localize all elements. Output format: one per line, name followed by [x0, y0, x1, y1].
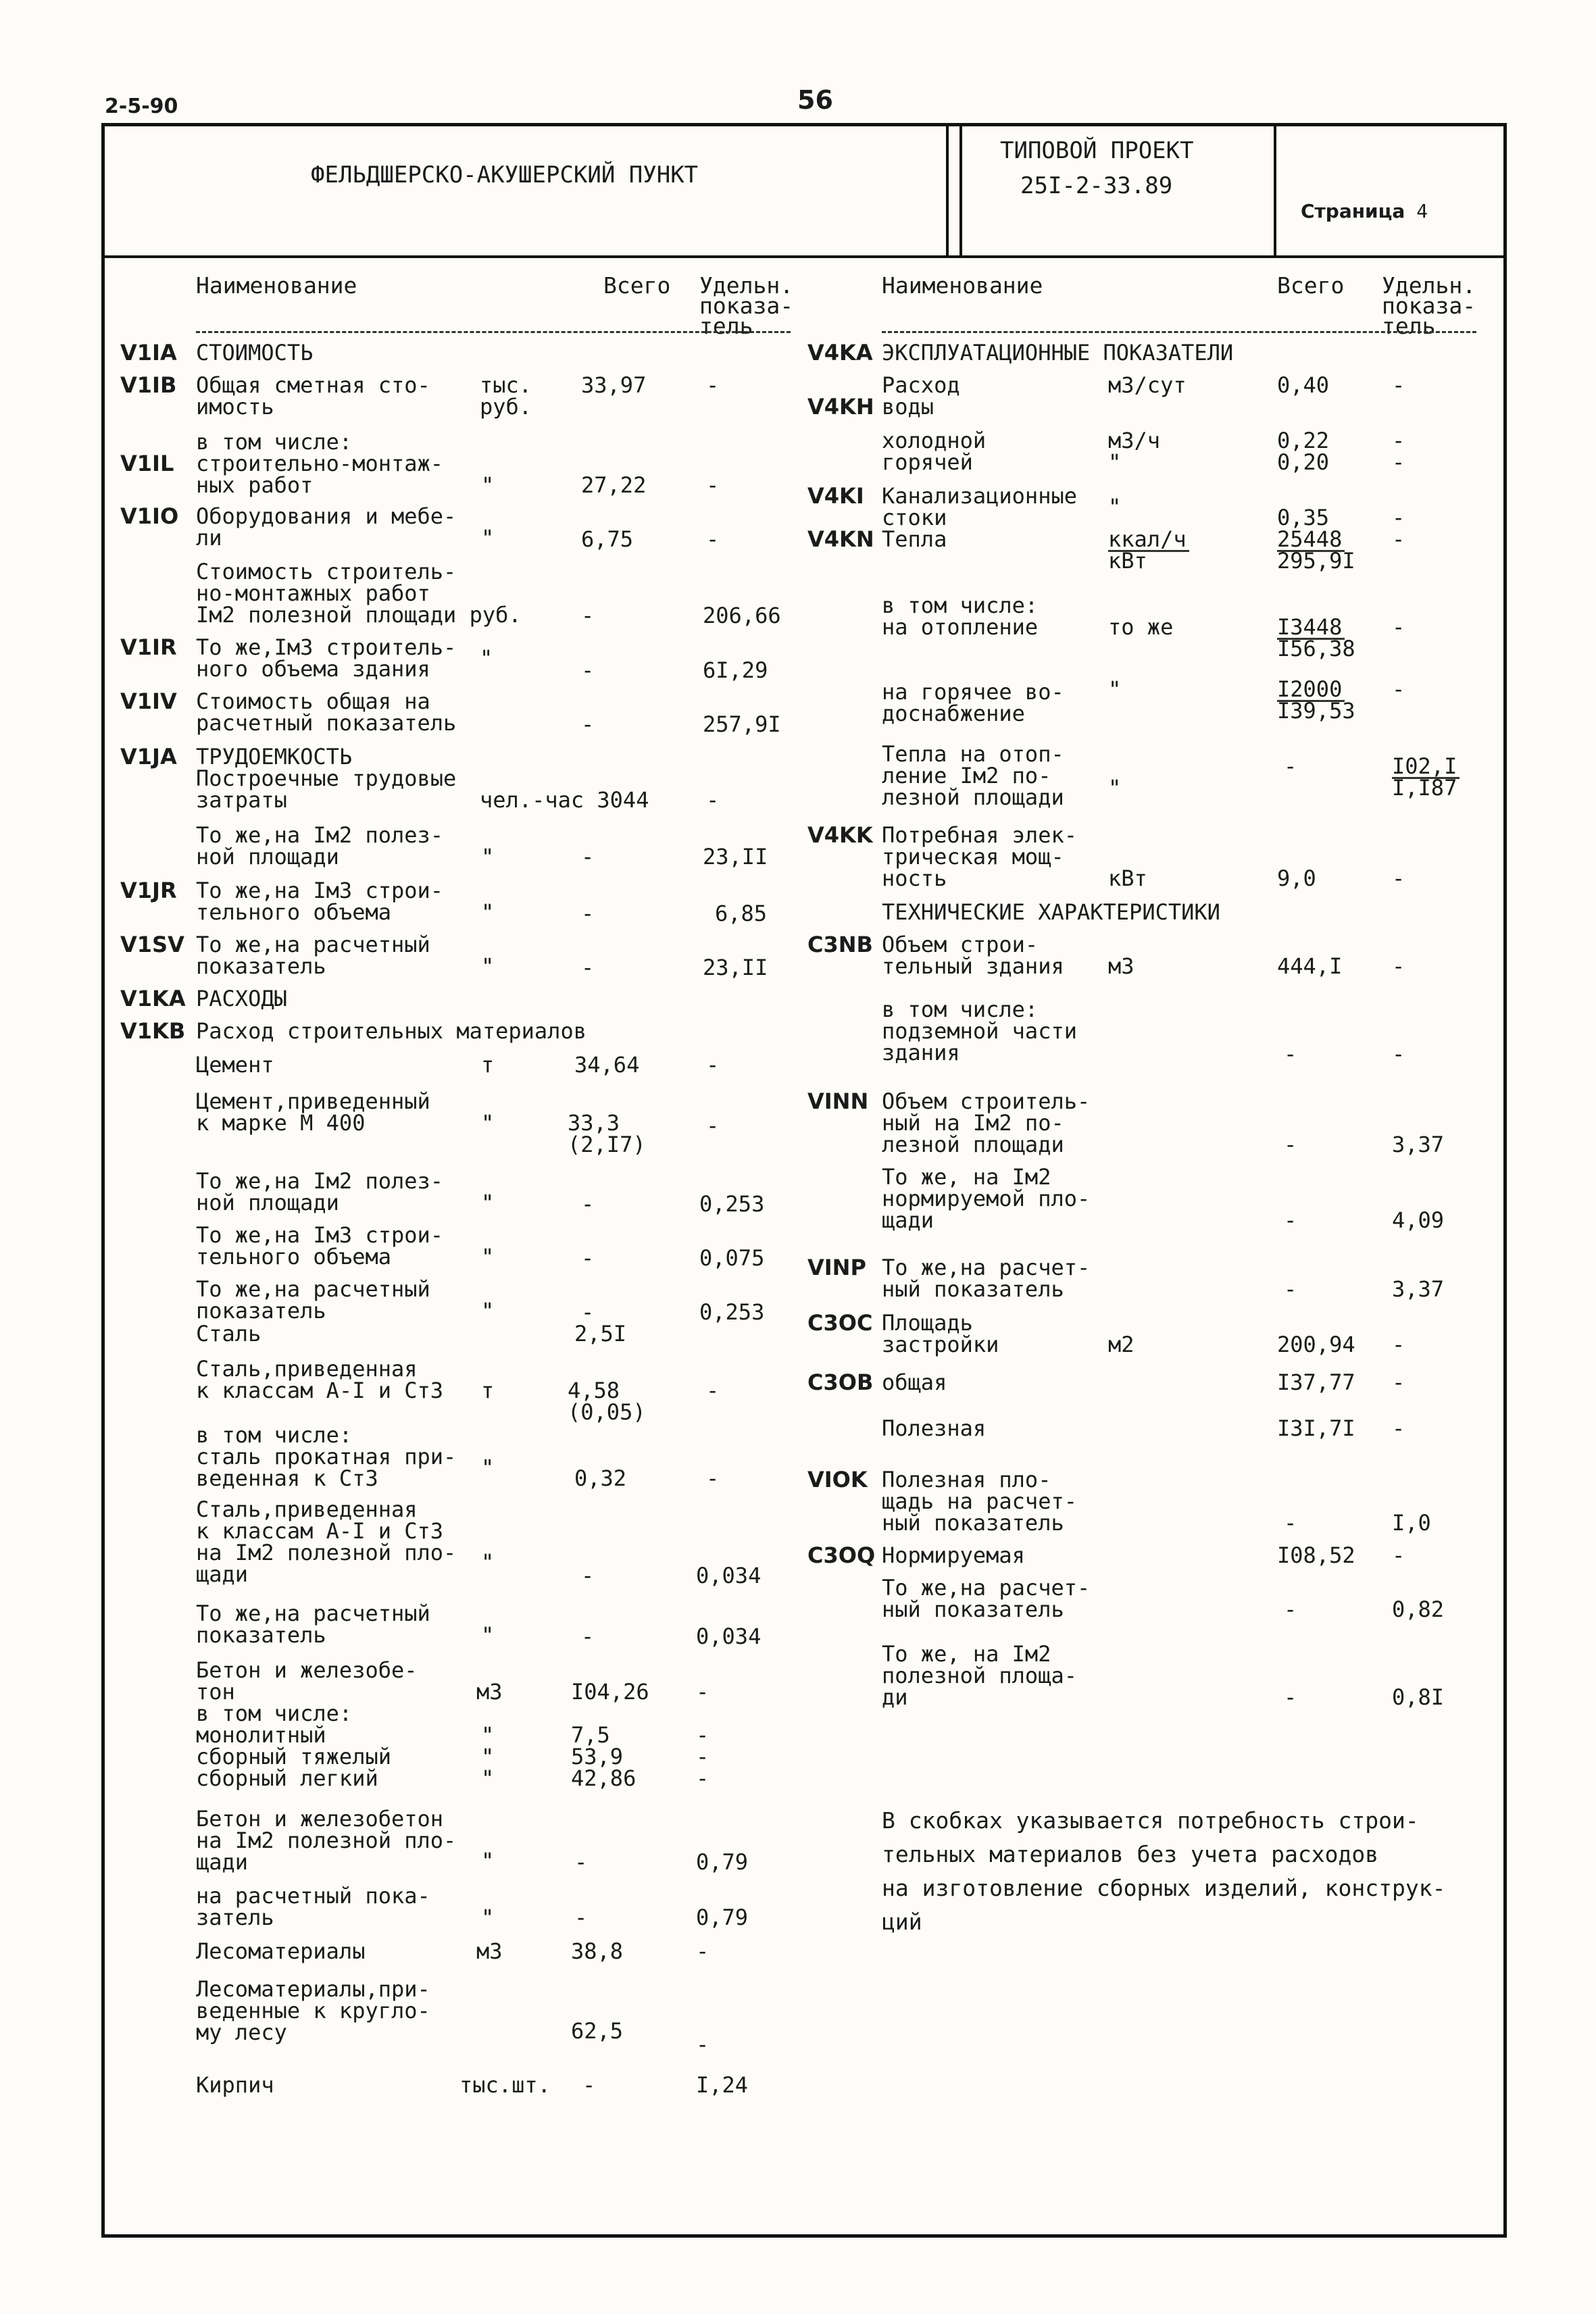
row-specific: 3,37	[1392, 1132, 1445, 1157]
right-header-name: Наименование	[882, 272, 1043, 299]
row-total: -	[1284, 1596, 1297, 1622]
row-specific: -	[706, 1465, 720, 1491]
row-specific: 0,034	[696, 1563, 762, 1588]
row-name: То же,на расчет- ный показатель	[882, 1575, 1091, 1622]
row-total: -	[581, 1245, 595, 1271]
row-name: То же, на Iм2 нормируемой пло- щади	[882, 1164, 1091, 1233]
row-specific: -	[706, 526, 720, 552]
row-total: 444,I	[1277, 953, 1343, 979]
row-total: 25448 295,9I	[1277, 526, 1355, 574]
fraction-rule	[1108, 550, 1189, 552]
footnote: В скобках указывается потребность строи- тельных материалов без учета расходов на изготовление сборных изделий, конструк- ций	[882, 1807, 1446, 1935]
row-specific: -	[1392, 953, 1405, 979]
row-specific: -	[696, 1679, 709, 1705]
row-unit: "	[1108, 494, 1122, 520]
row-name: на расчетный пока- затель	[196, 1883, 430, 1930]
sheet-code: 2-5-90	[105, 95, 178, 118]
row-total: -	[581, 901, 595, 926]
row-unit: "	[481, 1848, 495, 1873]
row-total: I37,77	[1277, 1369, 1355, 1395]
row-unit: "	[481, 1455, 495, 1480]
row-specific: -	[706, 1378, 720, 1403]
row-unit: ккал/ч кВт	[1108, 526, 1187, 574]
row-name: То же, на Iм2 полезной площа- ди	[882, 1641, 1077, 1710]
row-total: I08,52	[1277, 1542, 1355, 1568]
row-total: -	[1284, 1207, 1297, 1233]
row-unit: "	[481, 1110, 495, 1136]
row-unit: "	[481, 1298, 495, 1324]
row-specific: 6I,29	[703, 657, 768, 683]
row-total: -	[581, 657, 595, 683]
row-total: -	[1284, 1510, 1297, 1536]
row-name: Стоимость общая на расчетный показатель	[196, 688, 457, 736]
row-unit: м3	[1108, 953, 1134, 979]
row-unit: "	[481, 899, 495, 925]
row-name: Сталь	[196, 1321, 261, 1347]
section-technical: ТЕХНИЧЕСКИЕ ХАРАКТЕРИСТИКИ	[882, 899, 1220, 925]
row-total: -	[581, 1191, 595, 1217]
row-name: Объем строитель- ный на Iм2 по- лезной площади	[882, 1088, 1091, 1157]
row-specific: -	[706, 372, 720, 398]
row-unit: "	[481, 1190, 495, 1215]
right-header-specific: Удельн. показа- тель	[1382, 272, 1476, 339]
row-unit: "	[1108, 775, 1122, 801]
row-subhead: в том числе:	[196, 429, 353, 455]
row-total: -	[581, 844, 595, 870]
row-unit: "	[481, 844, 495, 870]
document-title: ФЕЛЬДШЕРСКО-АКУШЕРСКИЙ ПУНКТ	[311, 161, 699, 188]
row-specific: -	[1392, 1332, 1405, 1357]
row-unit: "	[481, 525, 495, 551]
row-name: Сталь,приведенная к классам А-I и Ст3 на Iм2 полезной пло- щади	[196, 1496, 457, 1587]
row-total: -	[1284, 1684, 1297, 1710]
row-specific: -	[696, 1938, 709, 1964]
row-unit: "	[481, 953, 495, 979]
row-total: -	[581, 955, 595, 980]
row-name: Потребная элек- трическая мощ- ность	[882, 822, 1077, 891]
row-code: V1IR	[120, 634, 177, 660]
row-name: То же,на Iм2 полез- ной площади	[196, 1168, 444, 1215]
row-name: То же,на расчетный показатель	[196, 1601, 430, 1648]
row-code: V4KH	[807, 394, 874, 420]
title-divider	[959, 123, 962, 258]
row-total: I04,26	[571, 1679, 649, 1705]
row-total: 38,8	[571, 1938, 624, 1964]
row-code: V1IB	[120, 372, 177, 398]
row-specific: -	[1392, 372, 1405, 398]
row-specific: -	[1392, 505, 1405, 530]
row-specific: I,0	[1392, 1510, 1431, 1536]
row-total: -	[581, 1299, 595, 1325]
row-specific: 0,79	[696, 1849, 749, 1875]
row-specific: I02,I I,I87	[1392, 753, 1457, 801]
row-specific: I,24	[696, 2072, 749, 2098]
row-name: Лесоматериалы	[196, 1938, 366, 1964]
row-unit: м3/ч "	[1108, 428, 1161, 475]
row-unit: чел.-час 3044	[480, 787, 649, 813]
section-labor: ТРУДОЕМКОСТЬ	[196, 744, 353, 770]
fraction-rule	[1277, 700, 1345, 702]
row-code: VINN	[807, 1088, 869, 1114]
row-specific: -	[1392, 865, 1405, 891]
row-specific: 0,79	[696, 1905, 749, 1930]
row-specific: -	[1392, 1041, 1405, 1067]
row-name: Оборудования и мебе- ли	[196, 503, 457, 551]
row-specific: 206,66	[703, 603, 781, 628]
row-total: 0,35	[1277, 505, 1330, 530]
row-code: V1KB	[120, 1018, 186, 1044]
project-label: ТИПОВОЙ ПРОЕКТ	[1000, 137, 1194, 164]
row-total: 0,22 0,20	[1277, 428, 1330, 475]
row-unit: м3	[476, 1938, 503, 1964]
row-code: C3OC	[807, 1310, 873, 1336]
row-specific: -	[1392, 614, 1405, 640]
row-total: 6,75	[581, 526, 634, 552]
row-code: V1KA	[120, 986, 186, 1011]
row-name: Нормируемая	[882, 1542, 1025, 1568]
row-total: 0,32	[574, 1465, 627, 1491]
row-total: I2000 I39,53	[1277, 676, 1355, 724]
row-specific: 0,253	[699, 1191, 765, 1217]
row-specific: -	[706, 472, 720, 498]
row-name: Тепла	[882, 526, 947, 552]
title-divider	[1274, 123, 1276, 258]
row-total: I3I,7I	[1277, 1415, 1355, 1441]
row-code: V1SV	[120, 932, 184, 957]
row-name: Цемент	[196, 1052, 274, 1078]
row-name: Кирпич	[196, 2072, 274, 2098]
row-total: 62,5	[571, 2018, 624, 2044]
row-specific: -	[696, 2032, 709, 2057]
left-header-rule	[196, 331, 791, 333]
row-code: V1IO	[120, 503, 179, 529]
row-total: -	[574, 1849, 588, 1875]
row-code: V1JR	[120, 878, 177, 903]
row-total: -	[1284, 1132, 1297, 1157]
row-name: Объем строи- тельный здания	[882, 932, 1064, 979]
row-unit: "	[481, 1622, 495, 1648]
row-specific: 0,8I	[1392, 1684, 1445, 1710]
row-code: C3NB	[807, 932, 873, 957]
row-unit: "	[481, 1244, 495, 1269]
row-name: на горячее во- доснабжение	[882, 679, 1064, 726]
row-total: -	[582, 2072, 596, 2098]
row-total: -	[1284, 1041, 1297, 1067]
row-name: Сталь,приведенная к классам А-I и Ст3	[196, 1356, 444, 1403]
row-specific: -	[706, 1113, 720, 1138]
row-total: -	[581, 1624, 595, 1649]
row-name: То же,на Iм2 полез- ной площади	[196, 822, 444, 870]
row-specific: 23,II	[703, 844, 768, 870]
row-unit: т	[481, 1378, 495, 1403]
row-unit: м3/сут	[1108, 372, 1187, 398]
fraction-rule	[1392, 777, 1460, 779]
row-name: Построечные трудовые затраты	[196, 765, 457, 813]
row-unit: "	[1108, 676, 1122, 702]
row-unit: тыс.шт.	[459, 2072, 551, 2098]
row-unit: кВт	[1108, 865, 1147, 891]
row-name: То же,на расчетный показатель	[196, 932, 430, 979]
row-total: 2,5I	[574, 1321, 627, 1347]
row-name: в том числе: сталь прокатная при- веденная к Ст3	[196, 1422, 457, 1491]
row-specific: -	[1392, 1415, 1405, 1441]
row-total: 4,58 (0,05)	[568, 1378, 646, 1425]
row-name: в том числе: подземной части здания	[882, 997, 1077, 1065]
page-label: Страница	[1301, 200, 1405, 222]
row-subhead: Расход строительных материалов	[196, 1018, 587, 1044]
row-name: Полезная	[882, 1415, 987, 1441]
row-total: -	[581, 603, 595, 628]
row-name: Бетон и железобе- тон	[196, 1657, 418, 1705]
section-expenses: РАСХОДЫ	[196, 986, 287, 1011]
row-total: 200,94	[1277, 1332, 1355, 1357]
row-total: -	[581, 711, 595, 737]
row-specific: - - -	[696, 1722, 709, 1791]
row-name: общая	[882, 1369, 947, 1395]
row-name: Стоимость строитель- но-монтажных работ Iм2 полезной площади руб.	[196, 559, 522, 628]
row-specific: 3,37	[1392, 1276, 1445, 1302]
row-name: Расход воды	[882, 372, 960, 420]
row-specific: 6,85	[715, 901, 768, 926]
row-code: V4KA	[807, 340, 873, 366]
row-specific: -	[1392, 676, 1405, 702]
left-header-total: Всего	[603, 272, 671, 299]
row-name: То же,на Iм3 строи- тельного объема	[196, 1222, 444, 1269]
row-code: V1IA	[120, 340, 177, 366]
row-total: -	[1284, 1276, 1297, 1302]
row-total: 0,40	[1277, 372, 1330, 398]
row-total: 7,5 53,9 42,86	[571, 1722, 637, 1791]
row-total: -	[581, 1563, 595, 1588]
page-indicator	[1301, 199, 1428, 224]
row-specific: - -	[1392, 428, 1405, 475]
row-name: строительно-монтаж- ных работ	[196, 451, 444, 498]
row-code: V1IV	[120, 688, 177, 714]
row-specific: 23,II	[703, 955, 768, 980]
row-name: Цемент,приведенный к марке М 400	[196, 1088, 430, 1136]
row-name: Общая сметная сто- имость	[196, 372, 430, 420]
row-code: C3OB	[807, 1369, 874, 1395]
row-specific: 0,82	[1392, 1596, 1445, 1622]
row-name: Площадь застройки	[882, 1310, 999, 1357]
row-code: V4KI	[807, 483, 864, 509]
row-total: I3448 I56,38	[1277, 614, 1355, 661]
row-name: То же,на расчетный показатель	[196, 1276, 430, 1324]
row-code: VIOK	[807, 1467, 868, 1492]
row-specific: 4,09	[1392, 1207, 1445, 1233]
row-name: То же,на Iм3 строи- тельного объема	[196, 878, 444, 925]
row-specific: 257,9I	[703, 711, 781, 737]
row-name: То же,Iм3 строитель- ного объема здания	[196, 634, 457, 682]
row-name: Лесоматериалы,при- веденные к кругло- му лесу	[196, 1976, 430, 2045]
row-unit: "	[481, 472, 495, 498]
sheet-number: 56	[797, 85, 833, 115]
row-total: -	[574, 1905, 588, 1930]
row-unit: м2	[1108, 1332, 1134, 1357]
row-name: холодной горячей	[882, 428, 987, 475]
row-code: V4KK	[807, 822, 873, 848]
section-operational: ЭКСПЛУАТАЦИОННЫЕ ПОКАЗАТЕЛИ	[882, 340, 1234, 366]
row-specific: -	[706, 787, 720, 813]
right-header-rule	[882, 331, 1476, 333]
page-number: 4	[1416, 200, 1428, 222]
row-total: -	[1284, 753, 1297, 779]
row-total: 9,0	[1277, 865, 1316, 891]
row-specific: -	[706, 1052, 720, 1078]
row-specific: -	[1392, 526, 1405, 552]
fraction-rule	[1277, 550, 1345, 552]
row-code: V1IL	[120, 451, 174, 476]
row-name: Полезная пло- щадь на расчет- ный показатель	[882, 1467, 1077, 1536]
row-total: 33,97	[581, 372, 647, 398]
row-specific: 0,253	[699, 1299, 765, 1325]
left-header-name: Наименование	[196, 272, 357, 299]
row-name: Тепла на отоп- ление Iм2 по- лезной площади	[882, 741, 1064, 810]
row-unit: " " "	[481, 1722, 495, 1791]
row-unit: м3	[476, 1679, 503, 1705]
row-code: V4KN	[807, 526, 874, 552]
section-cost: СТОИМОСТЬ	[196, 340, 314, 366]
row-unit: "	[481, 1905, 495, 1930]
row-unit: "	[480, 645, 493, 671]
row-specific: 0,034	[696, 1624, 762, 1649]
title-divider	[946, 123, 949, 258]
title-block	[101, 123, 1507, 258]
row-specific: -	[1392, 1542, 1405, 1568]
row-name: Бетон и железобетон на Iм2 полезной пло- щади	[196, 1806, 457, 1875]
row-unit: т	[481, 1052, 495, 1078]
left-header-specific: Удельн. показа- тель	[699, 272, 794, 339]
row-unit: тыс. руб.	[480, 372, 532, 420]
row-total: 34,64	[574, 1052, 640, 1078]
row-code: V1JA	[120, 744, 177, 770]
row-specific: -	[1392, 1369, 1405, 1395]
row-total: 33,3 (2,I7)	[568, 1110, 646, 1157]
row-unit: "	[481, 1549, 495, 1575]
row-name: в том числе: монолитный сборный тяжелый сборный легкий	[196, 1701, 391, 1791]
row-name: То же,на расчет- ный показатель	[882, 1255, 1091, 1302]
row-name: Канализационные стоки	[882, 483, 1077, 530]
row-unit: то же	[1108, 614, 1174, 640]
right-header-total: Всего	[1277, 272, 1345, 299]
row-total: 27,22	[581, 472, 647, 498]
row-code: C3OQ	[807, 1542, 876, 1568]
row-code: VINP	[807, 1255, 866, 1280]
fraction-rule	[1277, 638, 1345, 640]
project-number: 25I-2-33.89	[1020, 172, 1173, 199]
row-name: в том числе: на отопление	[882, 593, 1039, 640]
row-specific: 0,075	[699, 1245, 765, 1271]
